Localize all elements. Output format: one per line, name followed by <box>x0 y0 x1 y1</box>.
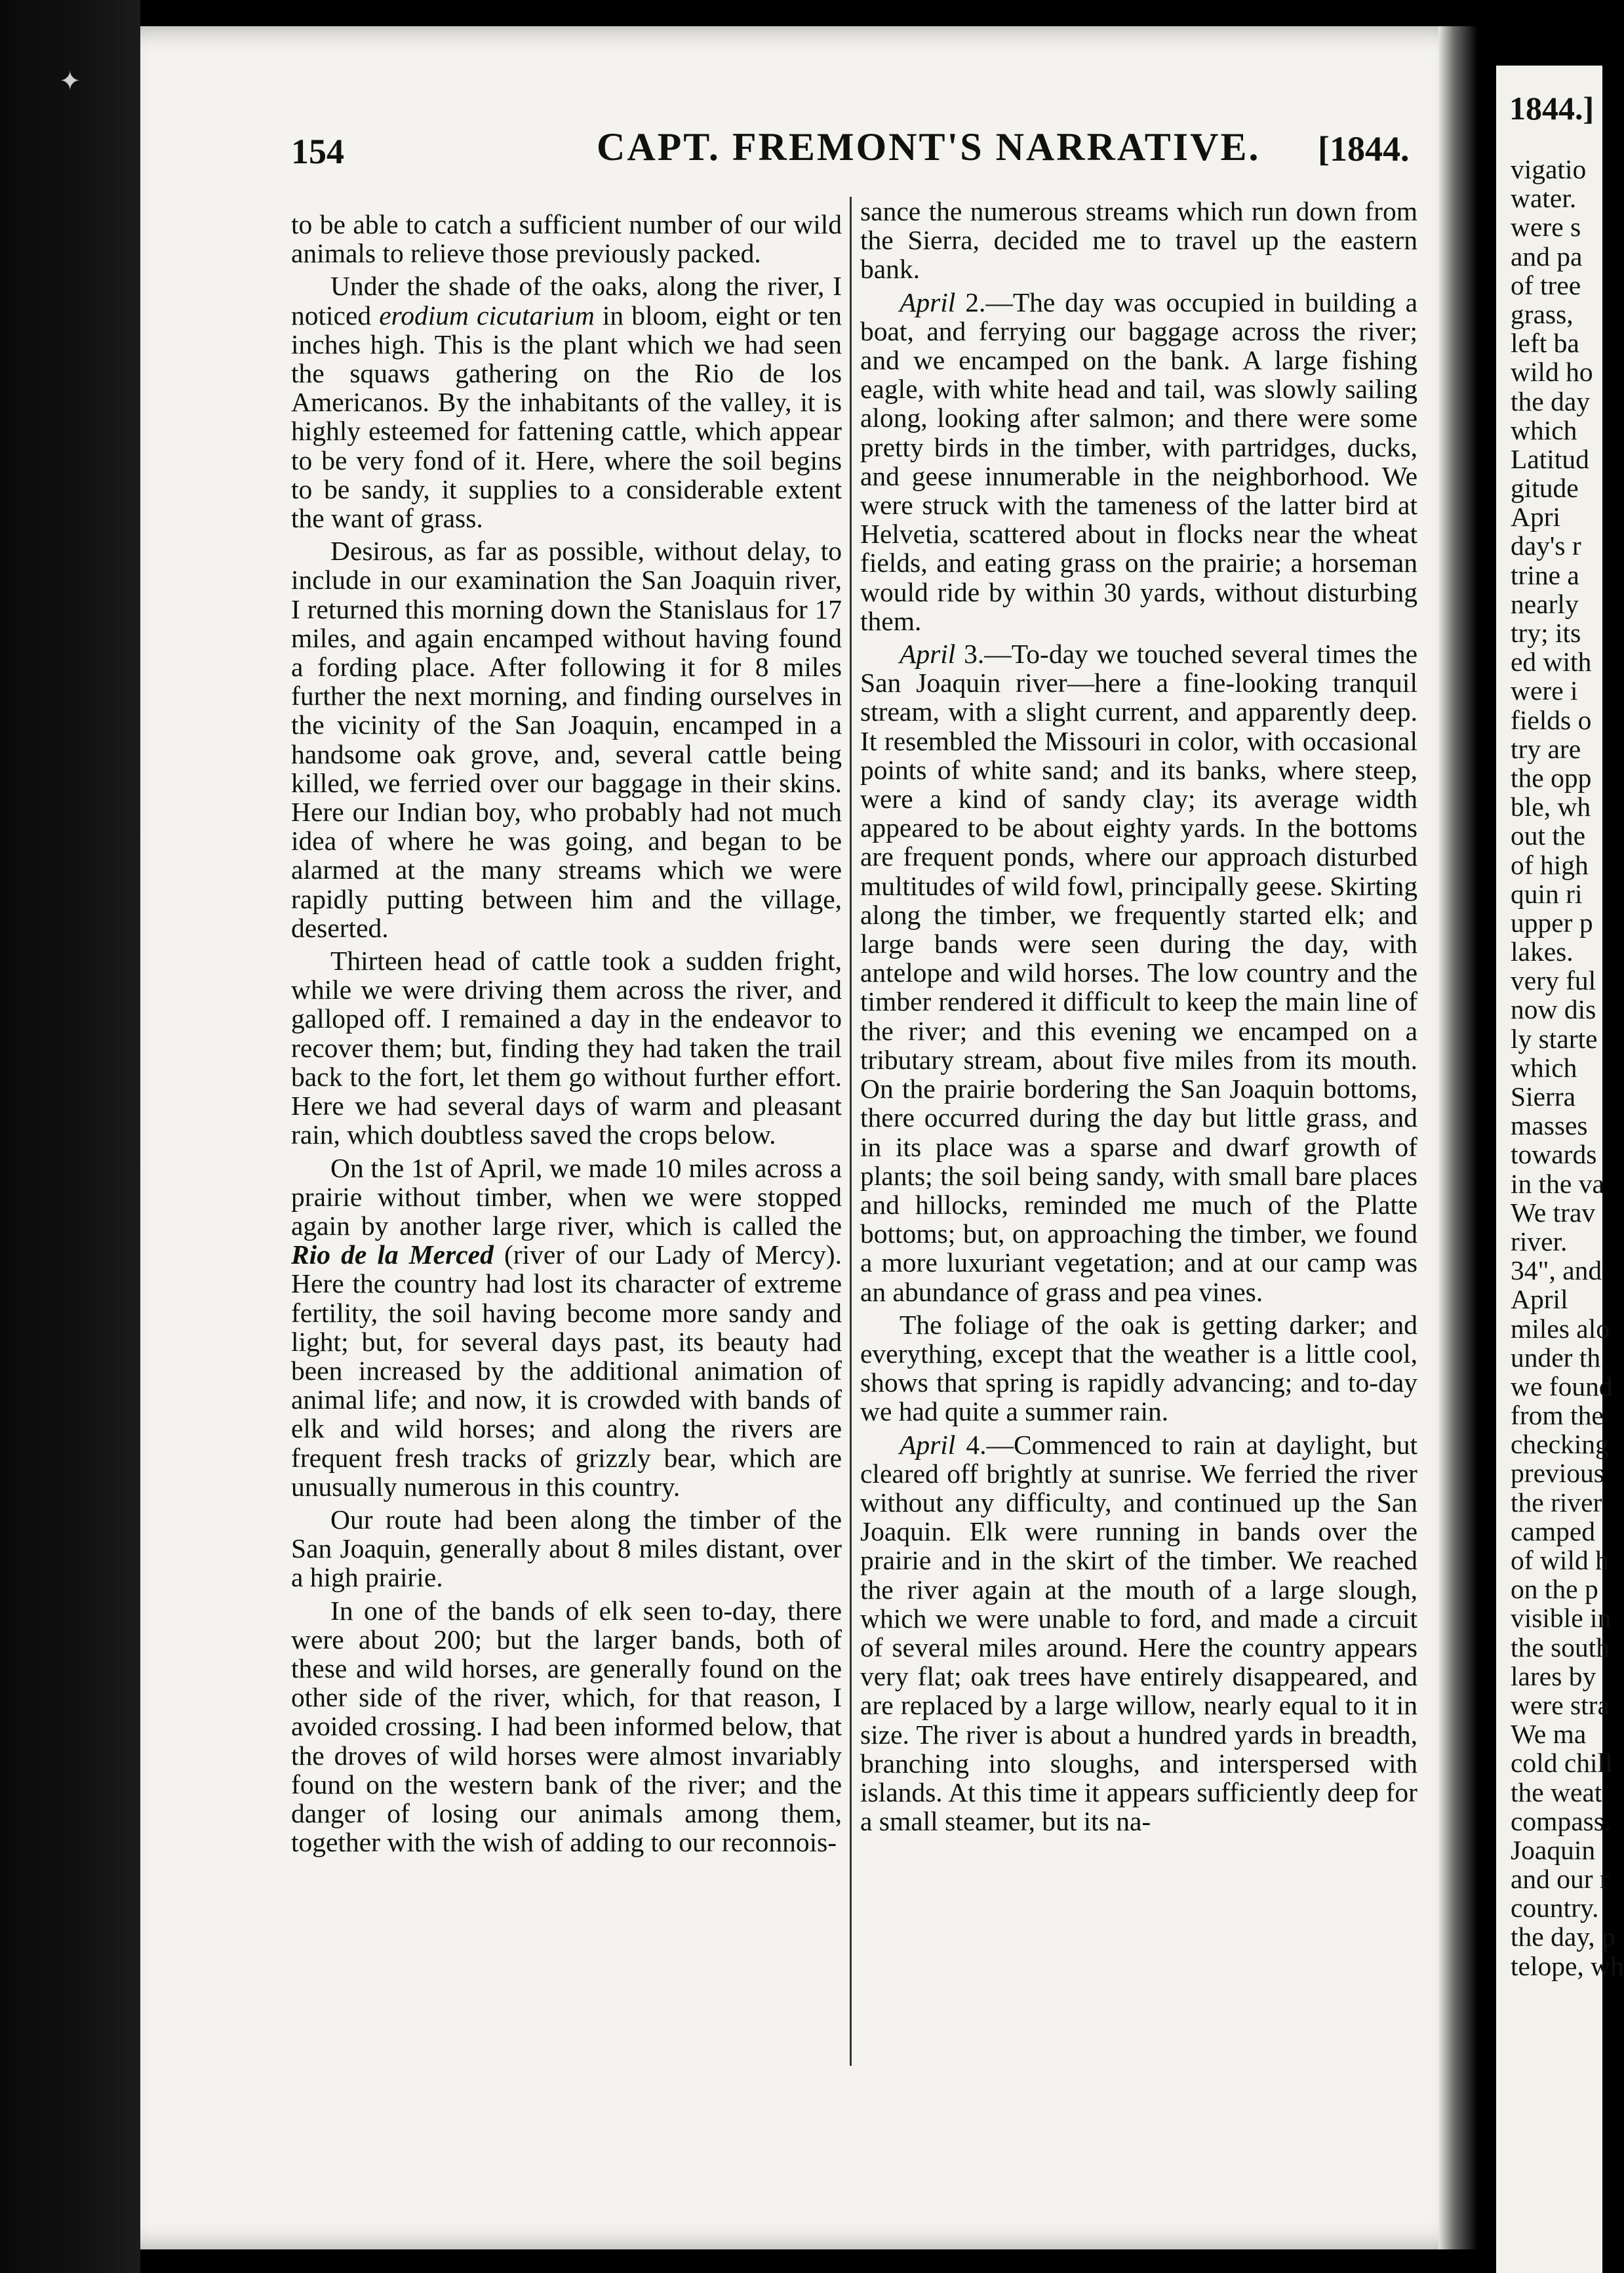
left-column-paragraph: to be able to catch a sufficient number of our wild animals to relieve those previously packed. <box>291 209 842 269</box>
left-column-paragraph: Thirteen head of cattle took a sudden fright, while we were driving them across the river, and galloped off. I remained a day in the endeavor to recover them; but, finding they had taken the trail back to the fort, let them go without further effort. Here we had several days of warm and pleasant rain, which doubtless saved the crops below. <box>291 946 842 1150</box>
facing-line: lares by <box>1511 1660 1596 1691</box>
facing-line: ly starte <box>1511 1023 1598 1054</box>
facing-line: Latitud <box>1511 443 1589 474</box>
left-column-paragraph <box>291 1154 842 1501</box>
facing-page-text <box>1511 155 1624 1981</box>
facing-line: in the va <box>1511 1168 1604 1199</box>
right-column-paragraph: The foliage of the oak is getting darker; and everything, except that the weather is a little cool, shows that spring is rapidly advancing; and to-day we had quite a summer rain. <box>860 1309 1417 1427</box>
facing-line: ed with <box>1511 647 1592 677</box>
facing-line: grass, <box>1511 298 1574 329</box>
facing-line: the day <box>1511 386 1590 416</box>
binding-margin <box>0 0 140 2273</box>
facing-line: 34", and <box>1511 1255 1602 1286</box>
facing-line: of tree <box>1511 270 1581 300</box>
facing-line: cold chill <box>1511 1748 1613 1779</box>
facing-line: try; its <box>1511 618 1581 648</box>
facing-line: which <box>1511 414 1577 445</box>
facing-line: out the <box>1511 820 1586 851</box>
facing-line: were s <box>1511 212 1581 243</box>
facing-line: of wild h <box>1511 1545 1609 1575</box>
text-run: Under the shade of the oaks, along the river, I noticed <box>291 271 842 331</box>
facing-line: were stra <box>1511 1689 1610 1720</box>
page-gutter <box>1438 26 1478 2249</box>
facing-line: on the p <box>1511 1574 1598 1605</box>
facing-line: trine a <box>1511 559 1579 590</box>
text-run: (river of our Lady of Mercy). Here the country had lost its character of extreme fertility, the soil having become more sandy and light; but, for several days past, its beauty had been increased by the additional animation of animal life; and now, it is crowded with bands of elk and wild horses; and along the rivers are frequent fresh tracks of grizzly bear, which are unusually numerous in this country. <box>291 1239 842 1502</box>
facing-line: ble, wh <box>1511 792 1591 822</box>
facing-line: the weat <box>1511 1777 1602 1807</box>
facing-line: quin ri <box>1511 878 1583 909</box>
facing-line: lakes. <box>1511 936 1574 967</box>
facing-line: camped <box>1511 1516 1596 1546</box>
left-column-paragraph: Our route had been along the timber of the San Joaquin, generally about 8 miles distant, over a high prairie. <box>291 1504 842 1593</box>
facing-line: we found <box>1511 1371 1613 1401</box>
facing-line: We trav <box>1511 1197 1596 1228</box>
italic-text: April <box>900 1429 956 1460</box>
left-column-paragraph <box>291 272 842 533</box>
facing-line: compass. <box>1511 1805 1612 1836</box>
running-title: CAPT. FREMONT'S NARRATIVE. <box>597 125 1261 169</box>
facing-line: the day, p <box>1511 1921 1615 1952</box>
left-column-paragraph: In one of the bands of elk seen to-day, there were about 200; but the larger bands, both of these and wild horses, are generally found on the other side of the river, which, for that reason, I avoided crossing. I had been informed below, that the droves of wild horses were almost invariably found on the western bank of the river; and the danger of losing our animals among them, together with the wish of adding to our reconnois- <box>291 1595 842 1858</box>
facing-line: try are <box>1511 733 1581 764</box>
italic-text: erodium cicutarium <box>379 300 595 331</box>
facing-line: country. <box>1511 1893 1599 1923</box>
left-column-paragraph: Desirous, as far as possible, without delay, to include in our examination the San Joaquin river, I returned this morning down the Stanislaus for 17 miles, and again encamped without having found a fording place. After following it for 8 miles further the next morning, and finding ourselves in the vicinity of the San Joaquin, encamped in a handsome oak grove, and, several cattle being killed, we ferried over our baggage in their skins. Here our Indian boy, who probably had not much idea of where he was going, and began to be alarmed at the many streams which we were rapidly putting between him and the village, deserted. <box>291 536 842 943</box>
facing-line: We ma <box>1511 1719 1587 1750</box>
spine-mark: ✦ <box>59 66 81 96</box>
facing-line: and our r <box>1511 1864 1609 1895</box>
facing-line: were i <box>1511 675 1578 706</box>
page-number: 154 <box>291 132 344 171</box>
facing-line: Sierra <box>1511 1081 1576 1112</box>
facing-line: previous <box>1511 1458 1604 1489</box>
text-run: 3.—To-day we touched several times the San Joaquin river—here a fine-looking tranquil stream, with a slight current, and apparently deep. It resembled the Missouri in color, with occasional points of white sand; and its banks, where steep, were a kind of sandy clay; its average width appeared to be about eighty yards. In the bottoms are frequent ponds, where our approach disturbed multitudes of wild fowl, principally geese. Skirting along the timber, we frequently started elk; and large bands were seen during the day, with antelope and wild horses. The low country and the timber rendered it difficult to keep the main line of the river; and this evening we encamped on a tributary stream, about five miles from its mouth. On the prairie bordering the San Joaquin bottoms, there occurred during the day but little grass, and in its place was a sparse and dwarf growth of plants; the soil being sandy, with small bare places and hillocks, reminded me much of the Platte bottoms; but, on approaching the timber, we found a more luxuriant vegetation; and at our camp was an abundance of grass and pea vines. <box>860 639 1417 1307</box>
facing-line: very ful <box>1511 965 1596 996</box>
facing-line: wild ho <box>1511 357 1593 388</box>
right-column-paragraph <box>860 639 1417 1306</box>
facing-line: day's r <box>1511 531 1581 561</box>
right-column <box>860 197 1417 1840</box>
facing-line: the south <box>1511 1632 1610 1662</box>
right-column-paragraph <box>860 288 1417 635</box>
facing-page <box>1496 66 1624 2273</box>
facing-line: Apri <box>1511 502 1561 533</box>
text-run: 4.—Commenced to rain at daylight, but cleared off brightly at sunrise. We ferried the river without any difficulty, and continued up the San Joaquin. Elk were running in bands over the prairie and in the skirt of the timber. We reached the river again at the mouth of a large slough, which we were unable to ford, and made a circuit of several miles around. Here the country appears very flat; oak trees have entirely disappeared, and are replaced by a large willow, nearly equal to it in size. The river is about a hundred yards in breadth, branching into sloughs, and interspersed with islands. At this time it appears sufficiently deep for a small steamer, but its na- <box>860 1429 1417 1837</box>
facing-line: now dis <box>1511 994 1596 1025</box>
facing-line: water. <box>1511 183 1577 214</box>
italic-text: April <box>900 639 956 670</box>
facing-line: April <box>1511 1284 1568 1315</box>
facing-line: telope, wh <box>1511 1950 1624 1981</box>
right-column-paragraph: sance the numerous streams which run down from the Sierra, decided me to travel up the eastern bank. <box>860 196 1417 285</box>
column-divider <box>850 197 852 2066</box>
facing-line: visible in <box>1511 1603 1612 1634</box>
facing-line: gitude <box>1511 473 1579 504</box>
facing-line: vigatio <box>1511 154 1587 184</box>
italic-text: April <box>900 287 956 317</box>
running-year: [1844. <box>1318 129 1410 169</box>
text-run: On the 1st of April, we made 10 miles across a prairie without timber, when we were stopped again by another large river, which is called the <box>291 1152 842 1241</box>
facing-line: nearly <box>1511 588 1579 619</box>
facing-line: checking <box>1511 1429 1609 1460</box>
facing-line: Joaquin <box>1511 1834 1596 1865</box>
left-column <box>291 210 842 1861</box>
facing-line: under th <box>1511 1342 1601 1373</box>
facing-line: the river <box>1511 1487 1602 1518</box>
facing-line: which <box>1511 1052 1577 1083</box>
facing-line: of high <box>1511 849 1589 880</box>
facing-line: and pa <box>1511 241 1583 272</box>
facing-line: river. <box>1511 1226 1568 1257</box>
facing-line: upper p <box>1511 907 1593 938</box>
facing-page-head: 1844.] <box>1509 90 1594 127</box>
facing-line: masses <box>1511 1110 1588 1141</box>
facing-line: towards <box>1511 1139 1597 1170</box>
facing-line: left ba <box>1511 328 1579 359</box>
facing-line: from the <box>1511 1400 1604 1431</box>
bold-italic-text: Rio de la Merced <box>291 1239 494 1270</box>
facing-line: the opp <box>1511 762 1592 793</box>
text-run: in bloom, eight or ten inches high. This is the plant which we had seen the squaws gathering on the Rio de los Americanos. By the inhabitants of the valley, it is highly esteemed for fattening cattle, which appear to be very fond of it. Here, where the soil begins to be sandy, it supplies to a considerable extent the want of grass. <box>291 300 842 534</box>
facing-line: miles alo <box>1511 1313 1610 1344</box>
text-run: 2.—The day was occupied in building a boat, and ferrying our baggage across the river; and we encamped on the bank. A large fishing eagle, with white head and tail, was slowly sailing along, looking after salmon; and there were some pretty birds in the timber, with partridges, ducks, and geese innumerable in the neighborhood. We were struck with the tameness of the latter bird at Helvetia, scattered about in flocks near the wheat fields, and eating grass on the prairie; a horseman would ride by within 30 yards, without disturbing them. <box>860 287 1417 636</box>
facing-line: fields o <box>1511 704 1592 735</box>
right-column-paragraph <box>860 1430 1417 1836</box>
